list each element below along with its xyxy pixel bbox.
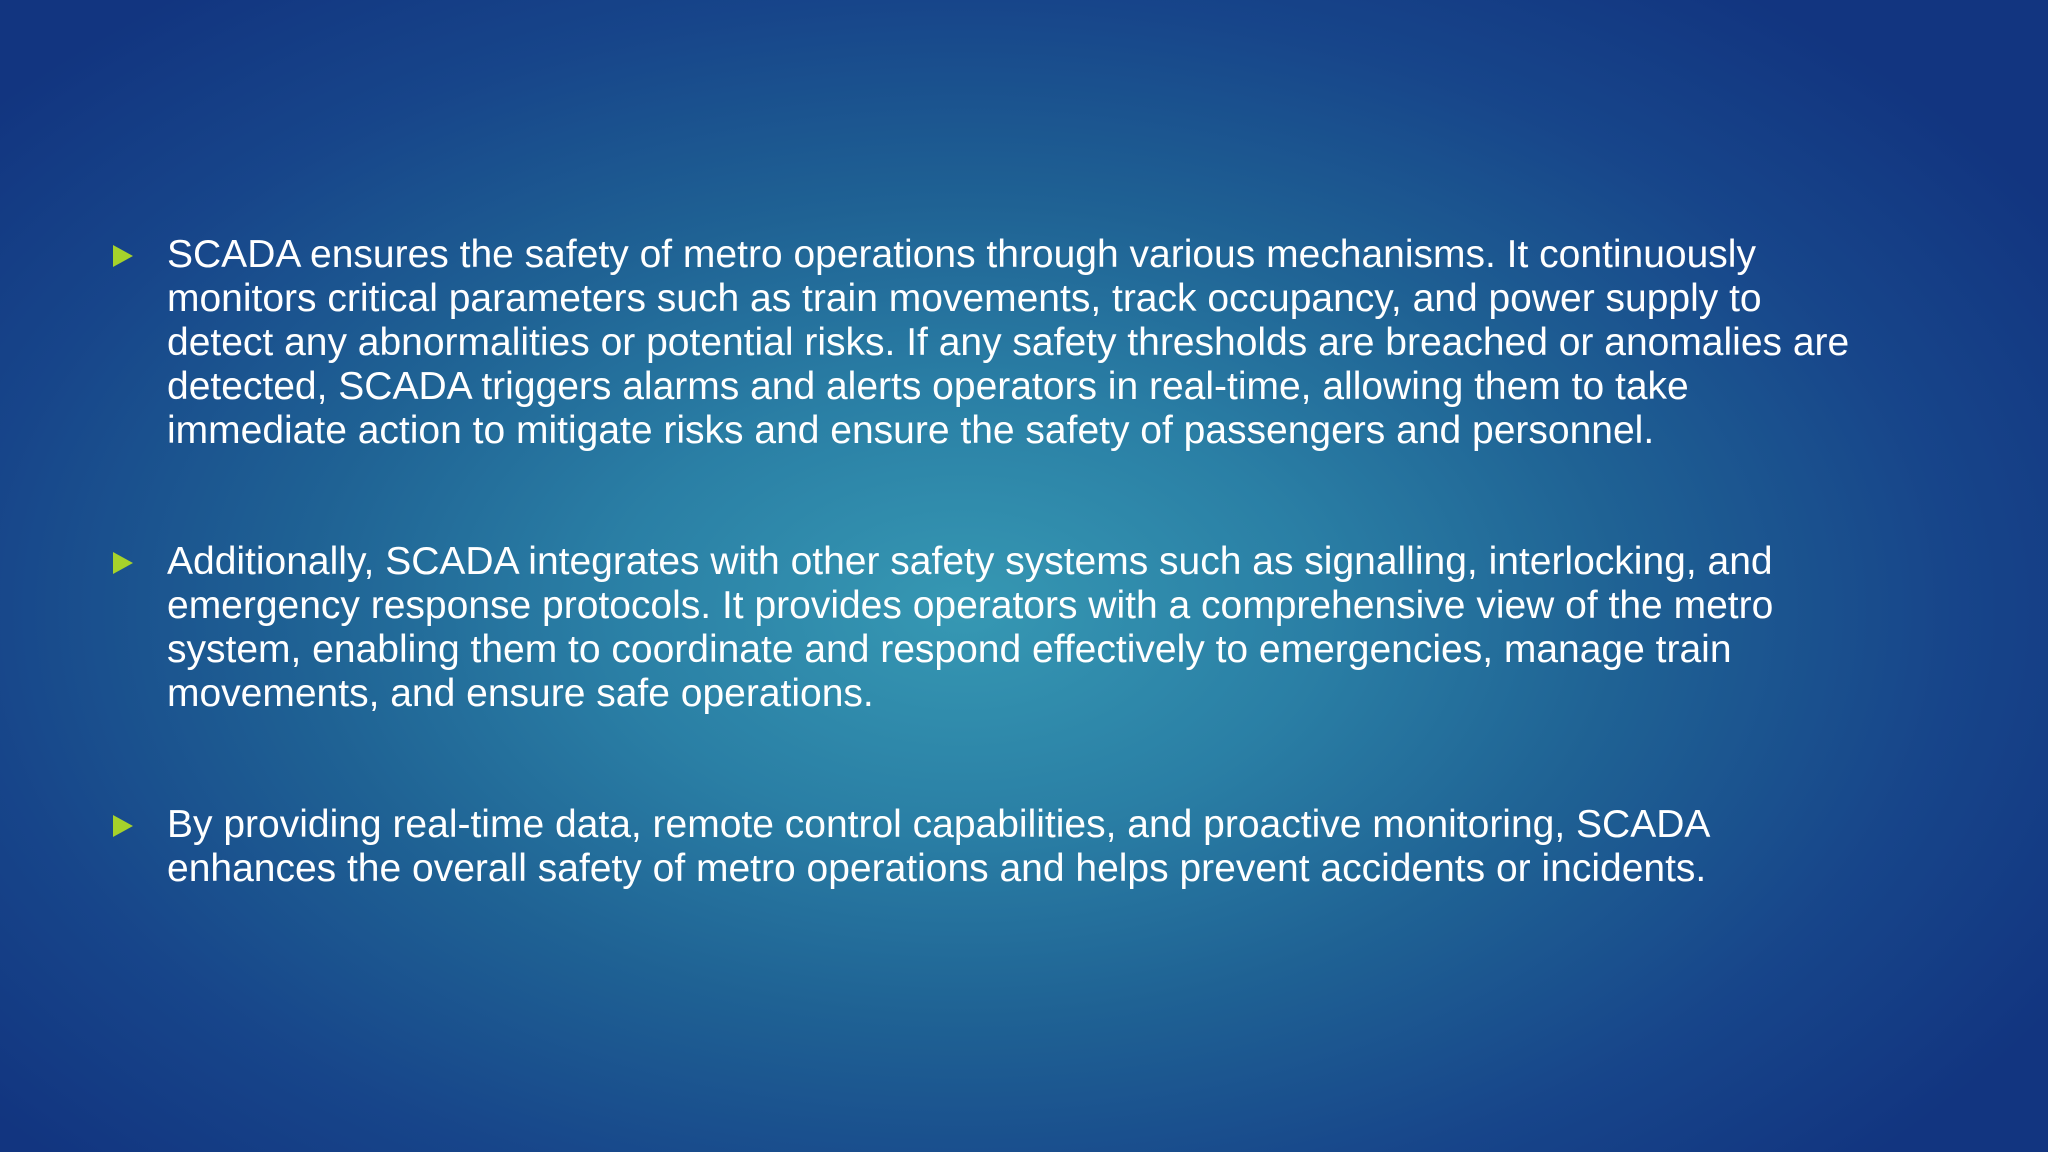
bullet-item-2 [110, 540, 1870, 716]
bullet-text-3: By providing real-time data, remote control capabilities, and proactive monitoring, SCADA enhances the overall safety of metro operations and helps prevent accidents or incidents. [167, 803, 1709, 890]
triangle-bullet-icon [113, 245, 133, 267]
bullet-list [110, 233, 1870, 891]
bullet-item-1 [110, 233, 1870, 453]
bullet-text-2: Additionally, SCADA integrates with other safety systems such as signalling, interlocking, and emergency response protocols. It provides operators with a comprehensive view of the metro system, enabling them to coordinate and respond effectively to emergencies, manage train movements, and ensure safe operations. [167, 540, 1774, 715]
bullet-text-1: SCADA ensures the safety of metro operations through various mechanisms. It continuously monitors critical parameters such as train movements, track occupancy, and power supply to detect any abnormalities or potential risks. If any safety thresholds are breached or anomalies are detected, SCADA triggers alarms and alerts operators in real-time, allowing them to take immediate action to mitigate risks and ensure the safety of passengers and personnel. [167, 233, 1850, 452]
triangle-bullet-icon [113, 552, 133, 574]
bullet-item-3 [110, 803, 1870, 891]
triangle-bullet-icon [113, 815, 133, 837]
